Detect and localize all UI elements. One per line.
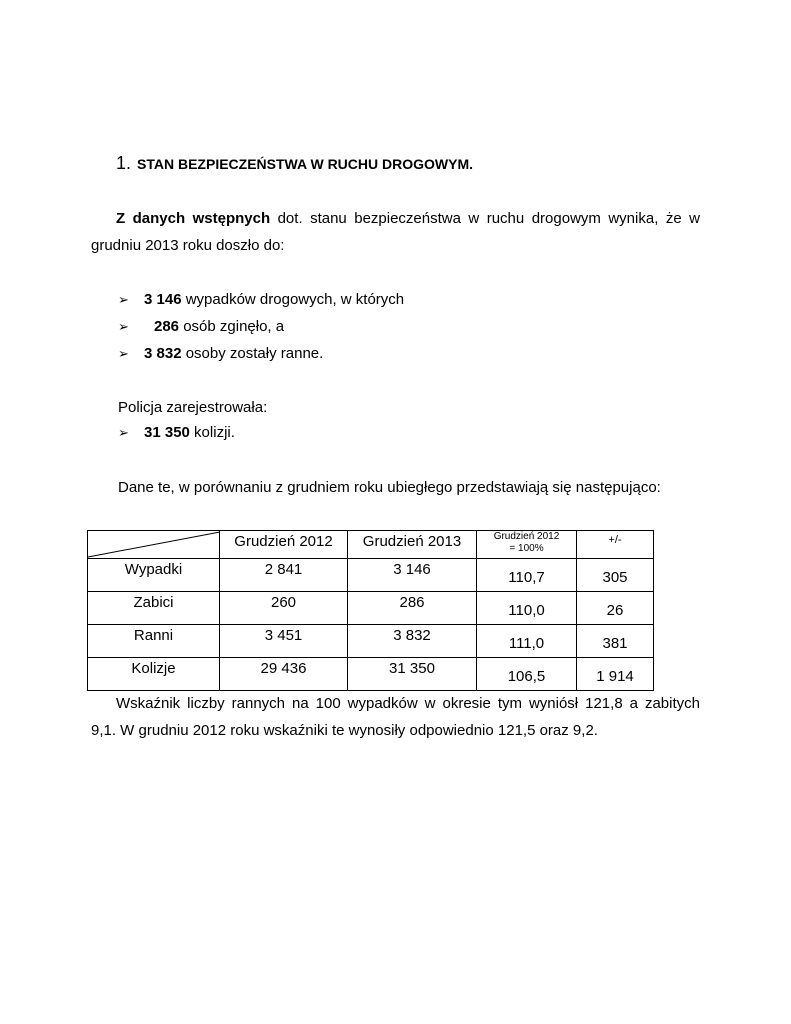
cell-index: 106,5 xyxy=(477,658,577,691)
arrow-bullet-icon: ➢ xyxy=(118,319,129,334)
cell-g2012: 29 436 xyxy=(220,658,348,691)
row-label: Kolizje xyxy=(88,658,220,691)
bullet-value: 31 350 xyxy=(144,424,190,441)
bullet-item-injured xyxy=(118,343,323,365)
comparison-table xyxy=(87,530,654,691)
police-label: Policja zarejestrowała: xyxy=(118,399,268,416)
bullet-text: osoby zostały ranne. xyxy=(181,345,324,362)
intro-line1-rest: dot. stanu bezpieczeństwa w ruchu drogowym wynika, że w xyxy=(270,210,700,227)
cell-diff: 1 914 xyxy=(577,658,654,691)
bullet-value: 286 xyxy=(154,318,180,335)
header-grudzien-2012: Grudzień 2012 xyxy=(220,531,348,559)
summary-line-1: Wskaźnik liczby rannych na 100 wypadków w okresie tym wyniósł 121,8 a zabitych xyxy=(116,695,700,712)
bullet-text: osób zginęło, a xyxy=(179,318,285,335)
summary-line-2: 9,1. W grudniu 2012 roku wskaźniki te wynosiły odpowiednio 121,5 oraz 9,2. xyxy=(91,722,598,739)
bullet-text: kolizji. xyxy=(189,424,235,441)
cell-diff: 26 xyxy=(577,592,654,625)
row-label: Wypadki xyxy=(88,559,220,592)
intro-lead: Z danych wstępnych xyxy=(116,210,271,227)
diagonal-header-cell xyxy=(88,531,220,559)
arrow-bullet-icon: ➢ xyxy=(118,346,129,361)
section-heading xyxy=(116,153,473,174)
table-row xyxy=(88,559,654,592)
table-row xyxy=(88,592,654,625)
cell-g2012: 2 841 xyxy=(220,559,348,592)
bullet-value: 3 832 xyxy=(144,345,182,362)
bullet-item-collisions xyxy=(118,422,235,444)
header-index-line1: Grudzień 2012 xyxy=(493,531,560,542)
header-diff: +/- xyxy=(577,531,654,559)
heading-title: STAN BEZPIECZEŃSTWA W RUCHU DROGOWYM. xyxy=(137,156,474,172)
cell-g2013: 3 146 xyxy=(348,559,477,592)
row-label: Zabici xyxy=(88,592,220,625)
row-label: Ranni xyxy=(88,625,220,658)
cell-g2012: 3 451 xyxy=(220,625,348,658)
header-grudzien-2013: Grudzień 2013 xyxy=(348,531,477,559)
table-row xyxy=(88,625,654,658)
cell-diff: 305 xyxy=(577,559,654,592)
cell-index: 111,0 xyxy=(477,625,577,658)
heading-number: 1. xyxy=(116,153,132,173)
intro-line-1 xyxy=(116,205,700,232)
cell-g2013: 3 832 xyxy=(348,625,477,658)
cell-g2013: 286 xyxy=(348,592,477,625)
cell-g2012: 260 xyxy=(220,592,348,625)
bullet-item-accidents xyxy=(118,289,404,311)
diagonal-line xyxy=(88,531,220,558)
table-header-row xyxy=(88,531,654,559)
table-row xyxy=(88,658,654,691)
bullet-item-killed xyxy=(118,316,284,338)
cell-diff: 381 xyxy=(577,625,654,658)
cell-index: 110,0 xyxy=(477,592,577,625)
cell-index: 110,7 xyxy=(477,559,577,592)
header-index xyxy=(477,531,577,559)
intro-line-2: grudniu 2013 roku doszło do: xyxy=(91,237,285,254)
header-index-line2: = 100% xyxy=(509,543,544,554)
cell-g2013: 31 350 xyxy=(348,658,477,691)
bullet-value: 3 146 xyxy=(144,291,182,308)
comparison-intro: Dane te, w porównaniu z grudniem roku ubiegłego przedstawiają się następująco: xyxy=(118,479,661,496)
bullet-text: wypadków drogowych, w których xyxy=(181,291,405,308)
arrow-bullet-icon: ➢ xyxy=(118,292,129,307)
arrow-bullet-icon: ➢ xyxy=(118,425,129,440)
